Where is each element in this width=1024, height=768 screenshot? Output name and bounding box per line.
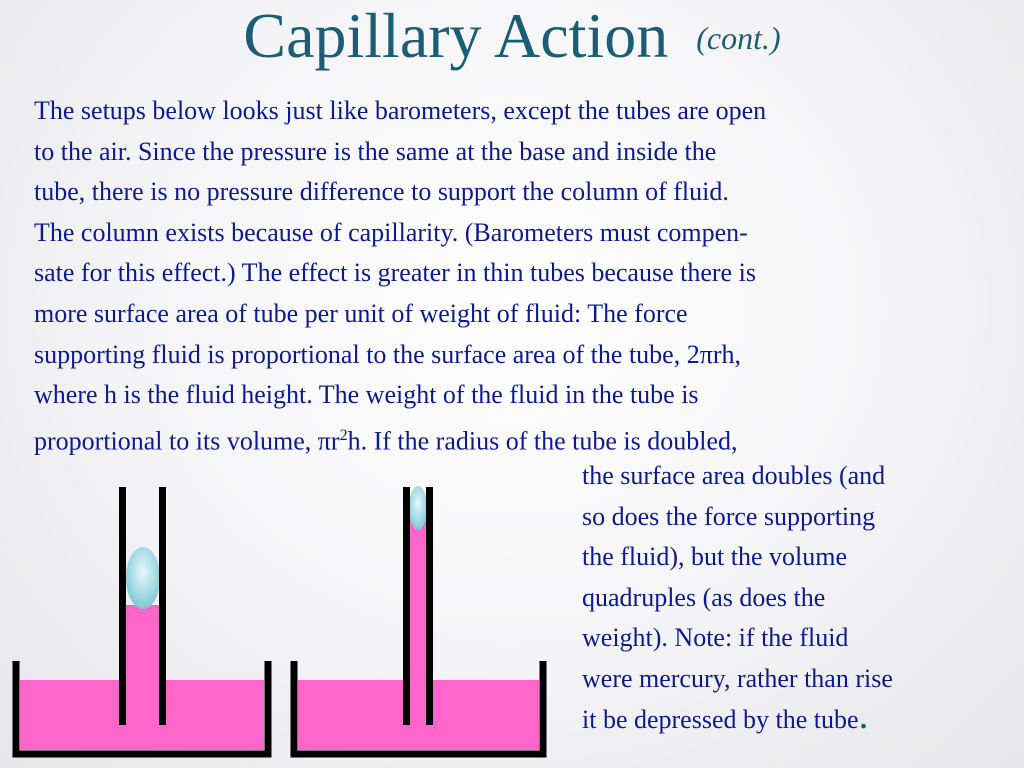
body-line: where h is the fluid height. The weight of the fluid in the tube is [34,380,699,410]
body-line: supporting fluid is proportional to the surface area of the tube, 2πrh, [34,339,741,369]
tube-fluid-column [126,605,159,725]
wrap-line: so does the force supporting [582,501,876,531]
volume-text-rest: h. If the radius of the tube is doubled, [347,426,738,456]
title-main: Capillary Action [243,0,669,71]
body-line: The column exists because of capillarity. (Barometers must compen- [34,217,748,247]
body-line: The setups below looks just like barometers, except the tubes are open [34,96,767,125]
volume-text: proportional to its volume, πr [34,426,340,456]
wrap-line: quadruples (as does the [582,582,826,612]
wrapped-paragraph [582,456,1012,740]
body-line: more surface area of tube per unit of weight of fluid: The force [34,298,688,328]
meniscus-bubble [126,547,160,609]
tube-fluid-column [410,518,426,725]
wrap-line: the fluid), but the volume [582,542,848,572]
wrap-line: weight). Note: if the fluid [582,623,849,653]
tube-wall-left [119,487,126,725]
body-line: to the air. Since the pressure is the same at the base and inside the [34,136,717,166]
capillary-diagram [0,470,560,768]
tube-wall-right [159,487,166,725]
body-paragraph [34,91,1004,462]
wrap-line: the surface area doubles (and [582,461,886,490]
tube-wall-right [426,487,433,725]
tube-wall-left [403,487,410,725]
body-line: tube, there is no pressure difference to support the column of fluid. [34,177,729,207]
volume-exponent: 2 [339,426,348,444]
thin-tube-setup [294,486,543,754]
title-suffix: (cont.) [696,20,781,56]
wrap-line: were mercury, rather than rise [582,663,893,693]
ending-dot: . [858,691,869,737]
wrap-line-last [582,691,1012,741]
wide-tube-setup [16,487,268,754]
last-line-text: it be depressed by the tube [582,704,859,734]
body-line: sate for this effect.) The effect is greater in thin tubes because there is [34,258,756,288]
slide-title [0,0,1024,88]
meniscus-bubble [409,486,427,530]
